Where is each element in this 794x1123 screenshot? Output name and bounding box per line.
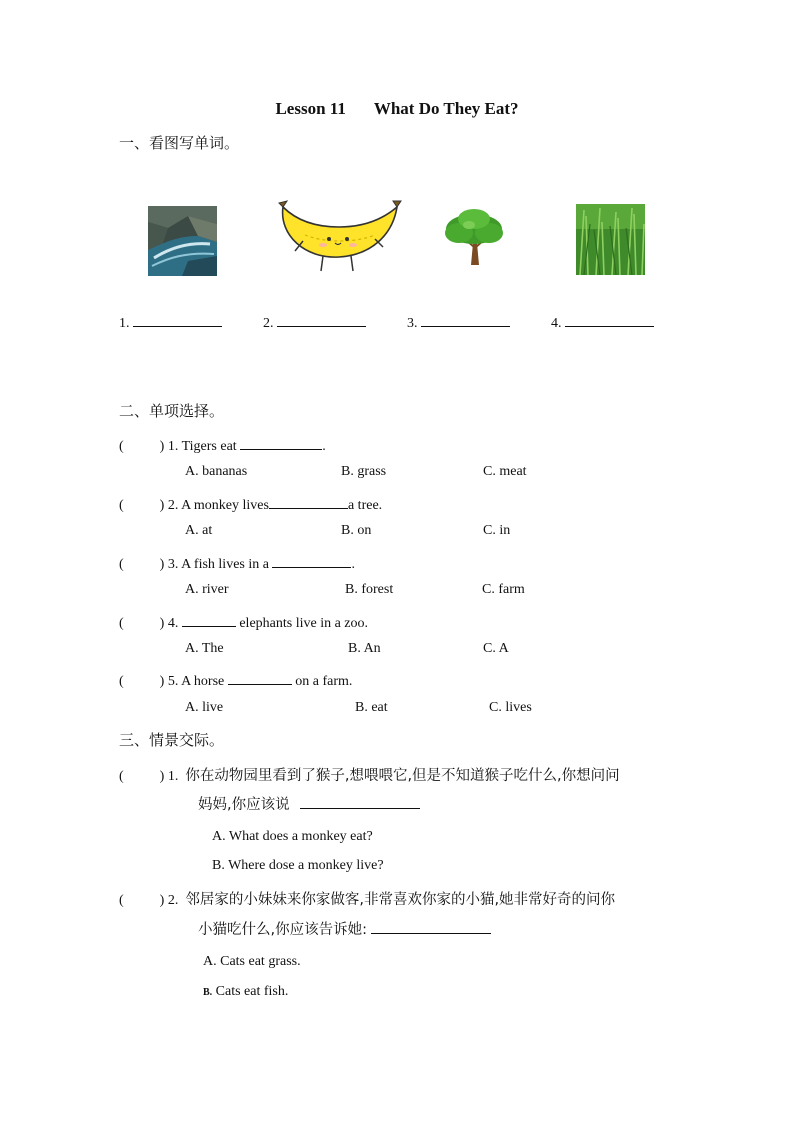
tree-icon [441, 207, 507, 267]
question-5: ( ) 5. A horse on a farm. [119, 670, 352, 690]
situation-question-2: ( ) 2. 邻居家的小妹妹来你家做客,非常喜欢你家的小猫,她非常好奇的问你 [119, 892, 616, 908]
section1-heading: 一、看图写单词。 [119, 134, 240, 152]
question-2: ( ) 2. A monkey lives a tree. [119, 494, 382, 514]
lesson-topic: What Do They Eat? [373, 99, 519, 118]
question-4: ( ) 4. elephants live in a zoo. [119, 612, 368, 632]
option-a[interactable]: A. What does a monkey eat? [212, 829, 373, 844]
banana-cartoon [275, 195, 403, 273]
page-title [0, 99, 794, 119]
option-a[interactable]: A. Cats eat grass. [203, 954, 301, 969]
question-1: ( ) 1. Tigers eat . [119, 435, 326, 455]
option-b[interactable]: B. Cats eat fish. [203, 984, 289, 999]
answer-blank[interactable] [182, 612, 236, 627]
answer-blank-3[interactable]: 3. [407, 312, 510, 332]
option-b[interactable]: B. on [341, 523, 372, 538]
answer-blank[interactable] [269, 494, 348, 509]
situation-question-1-line2: 妈妈,你应该说 [198, 793, 420, 814]
answer-blank-2[interactable]: 2. [263, 312, 366, 332]
section3-heading: 三、情景交际。 [119, 731, 225, 749]
answer-blank-4[interactable]: 4. [551, 312, 654, 332]
option-c[interactable]: C. farm [482, 582, 525, 597]
situation-question-2-line2: 小猫吃什么,你应该告诉她: [198, 918, 491, 939]
option-b[interactable]: B. eat [355, 700, 388, 715]
option-c[interactable]: C. in [483, 523, 511, 538]
answer-blank[interactable] [240, 435, 322, 450]
option-b[interactable]: B. Where dose a monkey live? [212, 858, 384, 873]
river-photo [148, 206, 217, 276]
option-b[interactable]: B. forest [345, 582, 394, 597]
answer-blank[interactable] [371, 919, 491, 934]
option-a[interactable]: A. The [185, 641, 224, 656]
option-a[interactable]: A. bananas [185, 464, 248, 479]
answer-blank[interactable] [300, 794, 420, 809]
option-c[interactable]: C. lives [489, 700, 532, 715]
section2-heading: 二、单项选择。 [119, 402, 225, 420]
option-c[interactable]: C. meat [483, 464, 527, 479]
option-b[interactable]: B. An [348, 641, 381, 656]
option-b[interactable]: B. grass [341, 464, 387, 479]
lesson-number: Lesson 11 [275, 99, 346, 118]
answer-blank[interactable] [228, 670, 292, 685]
grass-photo [576, 204, 645, 275]
situation-question-1: ( ) 1. 你在动物园里看到了猴子,想喂喂它,但是不知道猴子吃什么,你想问问 [119, 768, 620, 784]
option-a[interactable]: A. at [185, 523, 213, 538]
option-a[interactable]: A. river [185, 582, 229, 597]
option-c[interactable]: C. A [483, 641, 509, 656]
answer-blank[interactable] [272, 553, 351, 568]
question-3: ( ) 3. A fish lives in a . [119, 553, 355, 573]
answer-blank-1[interactable]: 1. [119, 312, 222, 332]
option-a[interactable]: A. live [185, 700, 224, 715]
